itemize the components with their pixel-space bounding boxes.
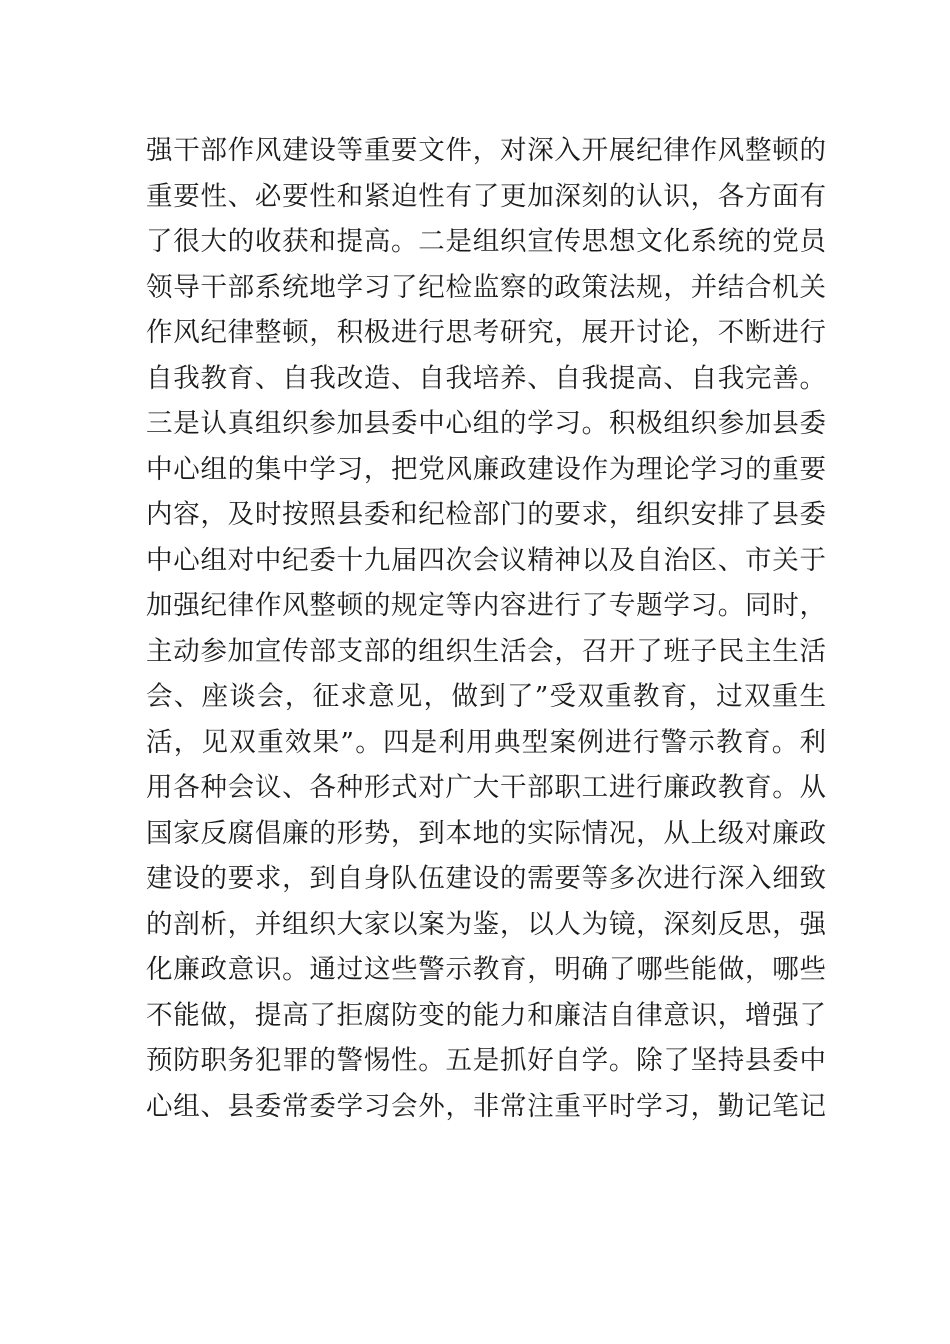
text-line: 加强纪律作风整顿的规定等内容进行了专题学习。同时， <box>146 590 826 621</box>
text-line: 中心组对中纪委十九届四次会议精神以及自治区、市关于 <box>146 544 826 576</box>
text-line: 建设的要求，到自身队伍建设的需要等多次进行深入细致 <box>146 863 826 894</box>
text-line: 了很大的收获和提高。二是组织宣传思想文化系统的党员 <box>146 226 826 257</box>
text-line: 领导干部系统地学习了纪检监察的政策法规，并结合机关 <box>146 271 826 303</box>
text-line: 三是认真组织参加县委中心组的学习。积极组织参加县委 <box>146 408 826 439</box>
text-line: 化廉政意识。通过这些警示教育，明确了哪些能做，哪些 <box>146 954 826 985</box>
text-line: 自我教育、自我改造、自我培养、自我提高、自我完善。 <box>146 362 826 394</box>
text-line: 用各种会议、各种形式对广大干部职工进行廉政教育。从 <box>146 772 826 803</box>
text-line: 重要性、必要性和紧迫性有了更加深刻的认识，各方面有 <box>146 180 826 212</box>
text-line: 会、座谈会，征求意见，做到了”受双重教育，过双重生 <box>146 681 826 712</box>
text-line: 的剖析，并组织大家以案为鉴，以人为镜，深刻反思，强 <box>146 908 826 940</box>
text-line: 心组、县委常委学习会外，非常注重平时学习，勤记笔记 <box>146 1090 826 1122</box>
text-line: 活，见双重效果”。四是利用典型案例进行警示教育。利 <box>146 726 826 758</box>
body-text <box>146 128 826 1129</box>
text-line: 作风纪律整顿，积极进行思考研究，展开讨论，不断进行 <box>146 317 826 348</box>
text-line: 预防职务犯罪的警惕性。五是抓好自学。除了坚持县委中 <box>146 1045 826 1076</box>
text-line: 强干部作风建设等重要文件，对深入开展纪律作风整顿的 <box>146 135 826 166</box>
text-line: 国家反腐倡廉的形势，到本地的实际情况，从上级对廉政 <box>146 817 826 849</box>
text-line: 内容，及时按照县委和纪检部门的要求，组织安排了县委 <box>146 499 826 530</box>
text-line: 不能做，提高了拒腐防变的能力和廉洁自律意识，增强了 <box>146 999 826 1031</box>
text-line: 主动参加宣传部支部的组织生活会，召开了班子民主生活 <box>146 635 826 667</box>
text-line: 中心组的集中学习，把党风廉政建设作为理论学习的重要 <box>146 453 826 485</box>
